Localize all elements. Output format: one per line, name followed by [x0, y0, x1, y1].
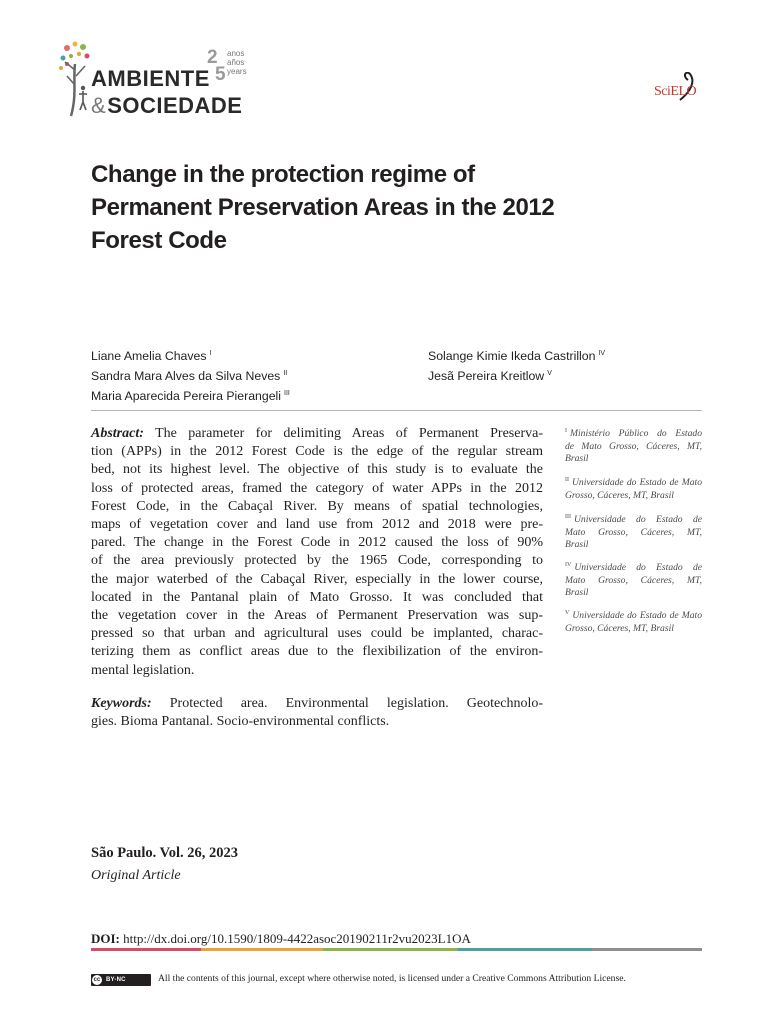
- scielo-logo[interactable]: [654, 72, 710, 108]
- author-mark: V: [547, 370, 552, 377]
- stripe-segment: [458, 948, 592, 951]
- doi-line[interactable]: [91, 931, 471, 947]
- keywords-text: Protected area. Environmental legislation. Geotechnolo-: [151, 696, 543, 711]
- author-name: Sandra Mara Alves da Silva Neves: [91, 369, 281, 383]
- abstract-line: maps of vegetation cover and land use from 2012 and 2018 were pre-: [91, 517, 543, 533]
- license-text: All the contents of this journal, except where otherwise noted, is licensed under a Creative Commons Attribution License.: [158, 973, 626, 984]
- author: [91, 365, 290, 385]
- affiliation-line: Brasil: [565, 453, 589, 464]
- affiliation-line: Brasil: [565, 587, 589, 598]
- author-mark: III: [284, 390, 290, 397]
- title-line: Change in the protection regime of: [91, 161, 475, 188]
- affiliation-line: [565, 607, 702, 623]
- scielo-text: SciELO: [654, 84, 697, 99]
- author: [428, 365, 605, 385]
- author: [428, 345, 605, 365]
- abstract-line: the major waterbed of the Cabaçal River, especially in the lower course,: [91, 571, 543, 587]
- anniversary-digit-2: 2: [207, 47, 218, 68]
- keywords-line: gies. Bioma Pantanal. Socio-environmental conflicts.: [91, 714, 390, 730]
- abstract-line: loss of protected areas, framed the category of water APPs in the 2012: [91, 480, 543, 496]
- article-title: [91, 158, 691, 257]
- stripe-segment: [201, 948, 323, 951]
- abstract-line: the vegetation cover in the Areas of Permanent Preservation was sup-: [91, 608, 543, 624]
- abstract-line: tion (APPs) in the 2012 Forest Code is the edge of the regular stream: [91, 444, 543, 460]
- article-type: Original Article: [91, 868, 181, 883]
- anniversary-digit-5: 5: [215, 64, 226, 85]
- abstract-line: of the area previously protected by the 1965 Code, corresponding to: [91, 553, 543, 569]
- abstract-line: Forest Code, in the Cabaçal River. By means of spatial technologies,: [91, 498, 543, 514]
- logo-ambiente-text: AMBIENTE: [91, 66, 210, 91]
- affiliation-mark: III: [565, 514, 571, 520]
- stripe-segment: [323, 948, 457, 951]
- doi-link[interactable]: http://dx.doi.org/10.1590/1809-4422asoc20190211r2vu2023L1OA: [119, 931, 471, 946]
- affiliation-line: Mato Grosso, Cáceres, MT,: [565, 526, 702, 538]
- affiliation-text: Universidade do Estado de Mato: [572, 477, 702, 488]
- affiliation: [565, 607, 702, 635]
- author: [91, 385, 290, 405]
- affiliation-text: Universidade do Estado de: [574, 514, 702, 525]
- abstract-line: pared. The change in the Forest Code in 2012 caused the loss of 90%: [91, 535, 543, 551]
- affiliation-line: [565, 559, 702, 575]
- affiliation-line: [565, 425, 702, 441]
- anniversary-word: years: [227, 67, 247, 76]
- title-line: Permanent Preservation Areas in the 2012: [91, 194, 555, 221]
- affiliation-mark: IV: [565, 562, 572, 568]
- abstract-line: mental legislation.: [91, 662, 195, 678]
- affiliation-text: Universidade do Estado de Mato: [572, 610, 702, 621]
- affiliation-mark: I: [565, 428, 567, 434]
- author: [91, 345, 290, 365]
- affiliation-line: Brasil: [565, 539, 589, 550]
- anniversary-words: [227, 49, 247, 76]
- cc-icon: cc: [93, 977, 101, 983]
- affiliation: [565, 425, 702, 466]
- abstract-line: located in the Pantanal plain of Mato Grosso. It was concluded that: [91, 589, 543, 605]
- affiliation-line: [565, 474, 702, 490]
- cc-license-label: BY-NC: [106, 977, 126, 983]
- logo-sociedade-word: SOCIEDADE: [107, 93, 243, 118]
- author-name: Maria Aparecida Pereira Pierangeli: [91, 389, 282, 403]
- affiliation-mark: II: [565, 477, 569, 483]
- keywords-label: Keywords:: [91, 696, 152, 711]
- journal-logo: [57, 40, 267, 120]
- keywords-line: [91, 695, 543, 713]
- keywords: [91, 695, 543, 731]
- affiliation: [565, 474, 702, 502]
- affiliation-line: Mato Grosso, Cáceres, MT,: [565, 574, 702, 586]
- author-mark: II: [283, 370, 288, 377]
- affiliation-line: Grosso, Cáceres, MT, Brasil: [565, 622, 674, 634]
- authors-left: [91, 345, 290, 405]
- abstract-line: terizing them as conflict areas due to the flexibilization of the environ-: [91, 644, 543, 660]
- color-stripe: [91, 948, 702, 951]
- abstract-line: pressed so that urban and agricultural uses could be implanted, charac-: [91, 626, 543, 642]
- affiliation-line: [565, 511, 702, 527]
- author-name: Solange Kimie Ikeda Castrillon: [428, 349, 596, 363]
- affiliation-line: de Mato Grosso, Cáceres, MT,: [565, 440, 702, 452]
- affiliation-line: Grosso, Cáceres, MT, Brasil: [565, 489, 674, 501]
- abstract: [91, 425, 543, 680]
- city-volume: São Paulo. Vol. 26, 2023: [91, 845, 239, 861]
- affiliation: [565, 511, 702, 552]
- author-mark: I: [209, 350, 212, 357]
- affiliation-mark: V: [565, 610, 570, 616]
- abstract-line: [91, 425, 543, 443]
- author-name: Liane Amelia Chaves: [91, 349, 207, 363]
- anniversary-number: [207, 49, 226, 83]
- title-line: Forest Code: [91, 227, 227, 254]
- doi-label: DOI:: [91, 931, 120, 946]
- abstract-line: bed, not its highest level. The objective of this study is to evaluate the: [91, 462, 543, 478]
- anniversary-word: anos: [227, 49, 245, 58]
- anniversary-word: años: [227, 58, 245, 67]
- logo-sociedade-text: [91, 93, 242, 119]
- authors-right: [428, 345, 605, 385]
- affiliation-text: Ministério Público do Estado: [570, 428, 702, 439]
- stripe-segment: [592, 948, 702, 951]
- author-name: Jesã Pereira Kreitlow: [428, 369, 545, 383]
- divider: [91, 410, 702, 411]
- logo-ampersand: &: [91, 93, 107, 118]
- stripe-segment: [91, 948, 201, 951]
- abstract-label: Abstract:: [91, 426, 144, 441]
- affiliation-text: Universidade do Estado de: [574, 562, 702, 573]
- cc-license-badge[interactable]: [91, 974, 151, 986]
- affiliation: [565, 559, 702, 600]
- abstract-text: The parameter for delimiting Areas of Permanent Preserva-: [143, 426, 543, 441]
- author-mark: IV: [598, 350, 606, 357]
